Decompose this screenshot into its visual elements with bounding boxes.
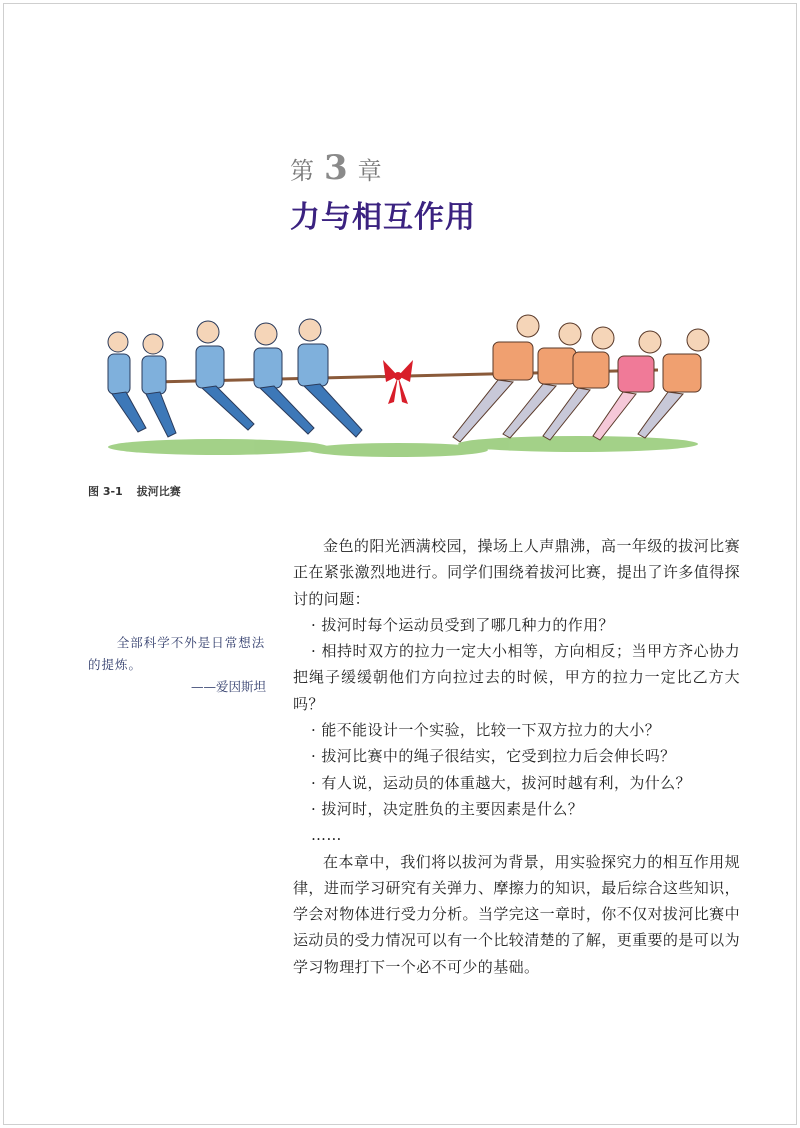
intro-paragraph: 金色的阳光洒满校园，操场上人声鼎沸，高一年级的拔河比赛正在紧张激烈地进行。同学们围绕着拔河比赛，提出了许多值得探讨的问题： <box>293 537 740 608</box>
chapter-overview-paragraph: 在本章中，我们将以拔河为背景，用实验探究力的相互作用规律，进而学习研究有关弹力、摩擦力的知识，最后综合这些知识，学会对物体进行受力分析。当学完这一章时，你不仅对拔河比赛中运动员的受力情况可以有一个比较清楚的了解，更重要的是可以为学习物理打下一个必不可少的基础。 <box>293 852 740 976</box>
grass <box>108 436 698 457</box>
chapter-title: 力与相互作用 <box>290 200 476 235</box>
figure-caption <box>88 483 195 499</box>
question-item: · 拔河时，决定胜负的主要因素是什么？ <box>311 799 584 818</box>
question-item: · 相持时双方的拉力一定大小相等，方向相反；当甲方齐心协力把绳子缓缓朝他们方向拉过去的时候，甲方的拉力一定比乙方大吗？ <box>293 642 740 713</box>
chapter-prefix: 第 <box>290 157 318 185</box>
question-item: · 能不能设计一个实验，比较一下双方拉力的大小？ <box>311 721 661 740</box>
question-item: · 拔河时每个运动员受到了哪几种力的作用？ <box>311 615 614 634</box>
chapter-num: 3 <box>324 148 352 188</box>
chapter-number <box>290 148 386 188</box>
question-item: · 拔河比赛中的绳子很结实，它受到拉力后会伸长吗？ <box>311 747 676 766</box>
tug-of-war-illustration <box>98 312 718 470</box>
quote-text: 全部科学不外是日常想法的提炼。 <box>88 635 266 672</box>
quote-author: ——爱因斯坦 <box>190 679 266 694</box>
ribbon <box>383 360 413 404</box>
ellipsis: …… <box>311 826 342 845</box>
figure-caption-text: 拔河比赛 <box>136 485 181 498</box>
team-right <box>453 315 709 442</box>
body-text <box>293 533 740 980</box>
sidebar-quote <box>88 632 266 698</box>
question-item: · 有人说，运动员的体重越大，拔河时越有利，为什么？ <box>311 773 691 792</box>
figure-label: 图 3-1 <box>88 485 123 498</box>
team-left <box>108 319 362 437</box>
chapter-suffix: 章 <box>357 157 386 185</box>
